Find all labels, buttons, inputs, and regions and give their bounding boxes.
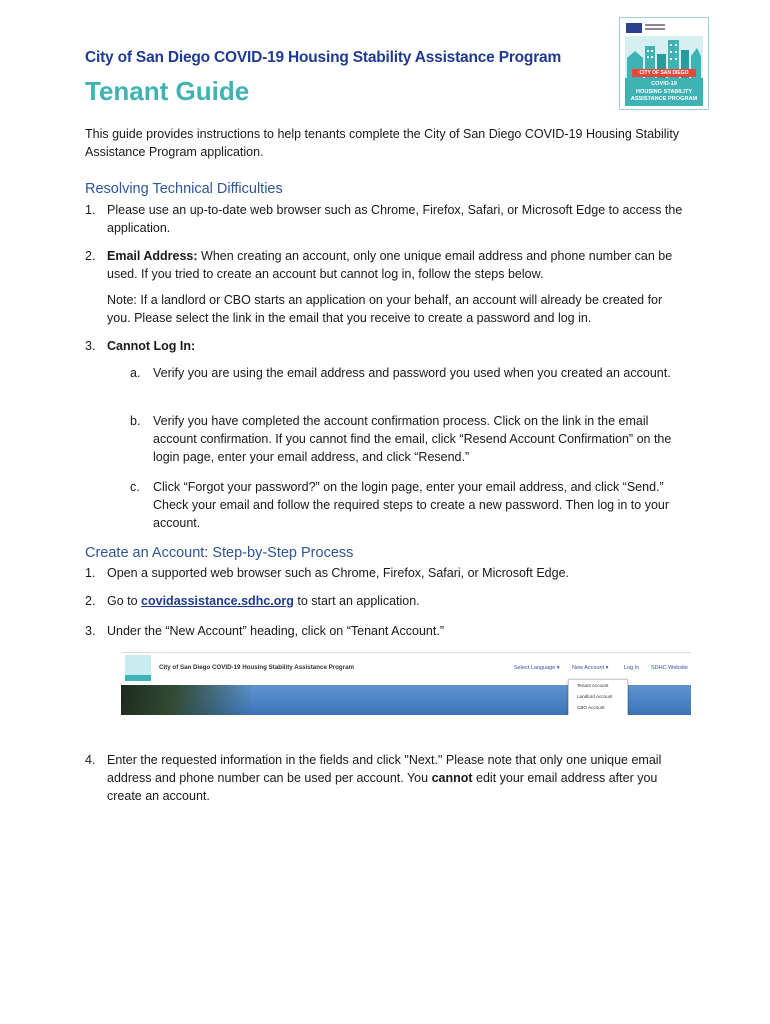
program-logo [619,17,709,110]
dropdown-item-landlord: Landlord Account [577,694,613,699]
note-paragraph: Note: If a landlord or CBO starts an application on your behalf, an account will already be created for you. Please select the link in the email that you receive to create a password and log in. [107,293,663,325]
section-heading-technical: Resolving Technical Difficulties [85,181,283,197]
list-item: 3. Cannot Log In: [85,339,196,353]
website-screenshot [121,652,691,715]
section-heading-create-account: Create an Account: Step-by-Step Process [85,545,354,561]
nav-sdhc-website: SDHC Website [651,665,688,671]
flag-icon [626,23,642,33]
list-item: 1. Open a supported web browser such as Chrome, Firefox, Safari, or Microsoft Edge. [85,566,570,580]
logo-band: CITY OF SAN DIEGO [632,69,696,77]
page-title: Tenant Guide [85,76,250,106]
covidassistance-link[interactable]: covidassistance.sdhc.org [141,594,294,608]
nav-new-account: New Account ▾ [572,665,609,671]
nav-log-in: Log In [624,665,640,671]
dropdown-item-tenant: Tenant Account [577,683,609,688]
intro-paragraph: This guide provides instructions to help tenants complete the City of San Diego COVID-19 Housing Stability Assistance Program application. [85,127,680,159]
new-account-dropdown [568,679,628,715]
sub-list-item: a. Verify you are using the email address and password you used when you created an account. [130,366,671,380]
dropdown-item-cbo: CBO Account [577,705,605,710]
site-title: City of San Diego COVID-19 Housing Stability Assistance Program [159,664,355,671]
nav-select-language: Select Language ▾ [514,665,560,671]
sub-list-item: b. Verify you have completed the account confirmation process. Click on the link in the email account confirmation. If you cannot find the email, click “Resend Account Confirmation” on the login page, enter your email address, and click “Resend.” [130,414,672,464]
list-item: 2. Go to covidassistance.sdhc.org to start an application. [85,594,420,608]
list-item: 2. Email Address: When creating an account, only one unique email address and phone number can be used. If you tried to create an account but cannot log in, follow the steps below. [85,249,673,281]
site-logo [125,655,151,681]
list-item: 1. Please use an up-to-date web browser such as Chrome, Firefox, Safari, or Microsoft Edge to access the application. [85,203,683,235]
list-item: 3. Under the “New Account” heading, click on “Tenant Account.” [85,624,444,638]
palm-tree-image [121,685,251,715]
program-title: City of San Diego COVID-19 Housing Stability Assistance Program [85,49,562,66]
list-item: 4. Enter the requested information in the fields and click "Next." Please note that only one unique email address and phone number can be used per account. You cannot edit your email address after you create an account. [85,753,662,803]
logo-text: COVID-19 HOUSING STABILITY ASSISTANCE PROGRAM [625,78,703,106]
sub-list-item: c. Click “Forgot your password?” on the login page, enter your email address, and click “Send.” Check your email and follow the required steps to create a new password. Then log in to your account. [130,480,670,530]
